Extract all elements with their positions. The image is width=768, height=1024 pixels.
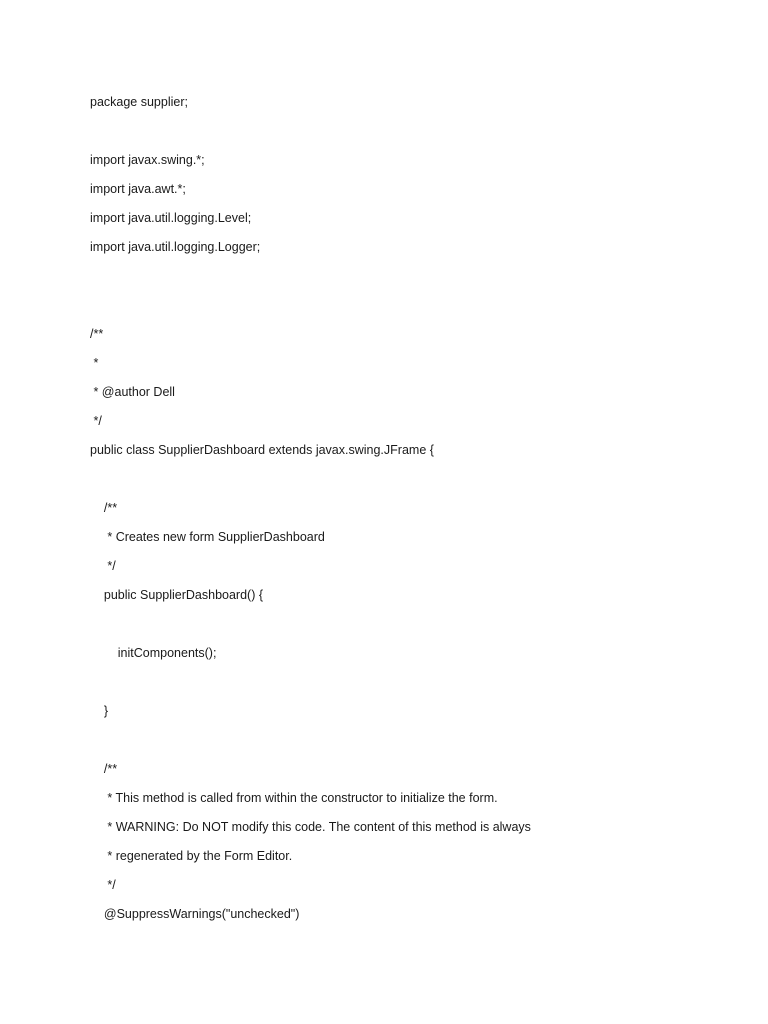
code-line-blank (90, 467, 730, 496)
code-line-blank (90, 293, 730, 322)
code-line-doc-close: */ (90, 878, 116, 892)
code-line-doc-close: */ (90, 414, 102, 428)
code-line-doc-comment: * Creates new form SupplierDashboard (90, 530, 325, 544)
code-line-blank (90, 264, 730, 293)
code-line-blank (90, 612, 730, 641)
code-line-class-declaration: public class SupplierDashboard extends javax.swing.JFrame { (90, 443, 434, 457)
code-line-close-brace: } (90, 704, 109, 718)
code-line-constructor: public SupplierDashboard() { (90, 588, 264, 602)
code-line-init-components: initComponents(); (90, 646, 217, 660)
code-line-doc-comment: * regenerated by the Form Editor. (90, 849, 293, 863)
code-line-doc-open: /** (90, 762, 118, 776)
code-line-blank (90, 670, 730, 699)
code-line-blank (90, 728, 730, 757)
code-line-author: * @author Dell (90, 385, 175, 399)
code-line-import-logger: import java.util.logging.Logger; (90, 240, 261, 254)
code-line-doc-close: */ (90, 559, 116, 573)
code-line-doc-open: /** (90, 501, 118, 515)
code-line-import-swing: import javax.swing.*; (90, 153, 205, 167)
code-line-import-awt: import java.awt.*; (90, 182, 186, 196)
code-line-doc-warning: * WARNING: Do NOT modify this code. The content of this method is always (90, 820, 531, 834)
code-listing (90, 90, 730, 931)
code-line-doc-star: * (90, 356, 99, 370)
code-line-package: package supplier; (90, 95, 188, 109)
code-line-annotation: @SuppressWarnings("unchecked") (90, 907, 300, 921)
code-line-doc-comment: * This method is called from within the constructor to initialize the form. (90, 791, 498, 805)
code-line-doc-open: /** (90, 327, 104, 341)
code-line-import-level: import java.util.logging.Level; (90, 211, 252, 225)
code-line-blank (90, 119, 730, 148)
